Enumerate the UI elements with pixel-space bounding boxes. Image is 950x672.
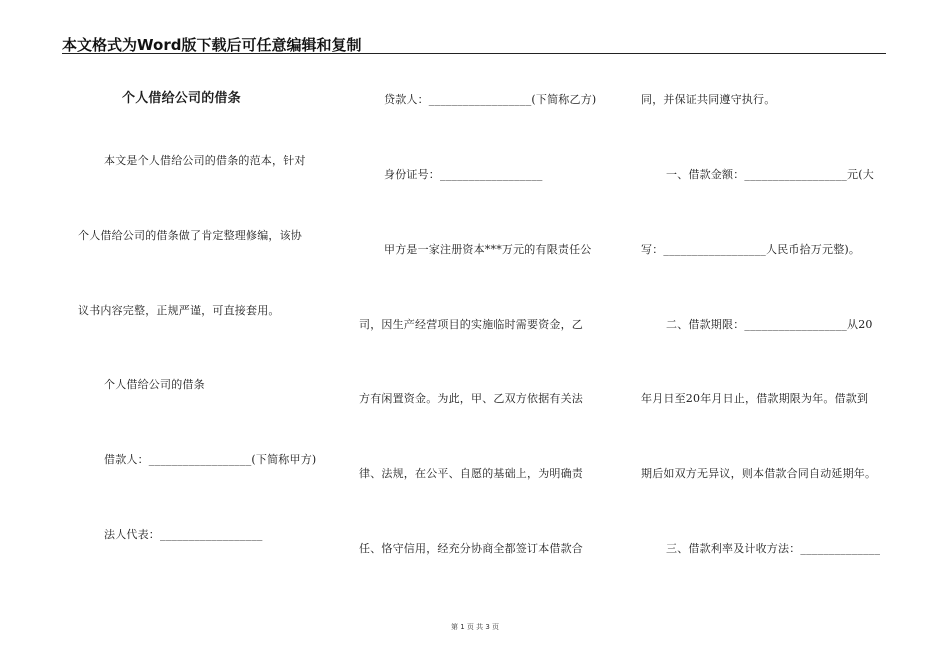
text-line: 任、恪守信用，经充分协商全都签订本借款合 (359, 542, 583, 555)
id-number-field: 身份证号：__________________ (384, 168, 543, 181)
text-line: 年月日至20年月日止，借款期限为年。借款到 (641, 392, 869, 405)
text-line: 议书内容完整，正规严谨，可直接套用。 (78, 304, 280, 317)
loan-term-field: 二、借款期限：__________________从20 (666, 318, 873, 331)
text-line: 个人借给公司的借条做了肯定整理修编，该协 (78, 229, 302, 242)
loan-amount-words-field: 写：__________________人民币拾万元整)。 (641, 243, 861, 256)
banner-divider (62, 53, 886, 54)
text-line: 期后如双方无异议，则本借款合同自动延期年。 (641, 467, 877, 480)
text-line: 本文是个人借给公司的借条的范本，针对 (104, 154, 306, 167)
page-number: 第 1 页 共 3 页 (450, 623, 500, 631)
legal-rep-field: 法人代表：__________________ (104, 528, 263, 541)
loan-amount-field: 一、借款金额：__________________元(大 (666, 168, 874, 181)
text-line: 方有闲置资金。为此，甲、乙双方依据有关法 (359, 392, 583, 405)
interest-rate-field: 三、借款利率及计收方法：______________ (666, 542, 881, 555)
section-heading: 个人借给公司的借条 (104, 378, 205, 391)
text-line: 同，并保证共同遵守执行。 (641, 93, 776, 106)
text-line: 律、法规，在公平、自愿的基础上，为明确责 (359, 467, 583, 480)
text-line: 司，因生产经营项目的实施临时需要资金，乙 (359, 318, 583, 331)
document-title: 个人借给公司的借条 (122, 91, 241, 106)
borrower-field: 借款人：__________________(下简称甲方) (104, 453, 317, 466)
text-line: 甲方是一家注册资本***万元的有限责任公 (384, 243, 592, 256)
lender-field: 贷款人：__________________(下简称乙方) (384, 93, 597, 106)
document-banner: 本文格式为Word版下载后可任意编辑和复制 (62, 36, 362, 54)
